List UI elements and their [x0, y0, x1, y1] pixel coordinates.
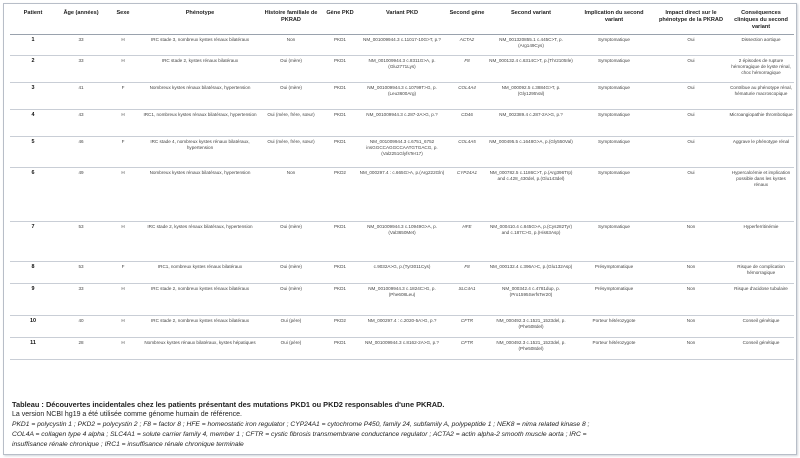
cell-gene-pkd: PKD1 — [322, 82, 358, 109]
cell-gene-pkd: PKD1 — [322, 34, 358, 55]
header-impact: Impact direct sur le phénotype de la PKRAD — [654, 8, 728, 34]
cell-age: 33 — [56, 283, 106, 315]
cell-impact: Non — [654, 337, 728, 359]
cell-second-gene: HFE — [446, 221, 488, 261]
cell-variant-pkd: NM_001009944.3 c.10799T>G, p.(Leu3600Arg) — [358, 82, 446, 109]
cell-histoire-familiale: Non — [260, 167, 322, 221]
cell-sexe: H — [106, 221, 140, 261]
abbreviations-line-3: insuffisance rénale chronique ; IRC1 = insuffisance rénale chronique terminale — [12, 441, 244, 448]
cell-sexe: H — [106, 34, 140, 55]
cell-gene-pkd: PKD2 — [322, 167, 358, 221]
cell-sexe: H — [106, 55, 140, 82]
cell-impact: Oui — [654, 136, 728, 167]
cell-consequences: 2 épisodes de rupture hémorragique de kyste rénal, choc hémorragique — [728, 55, 794, 82]
cell-variant-pkd: NM_000297.4 : c.2020-5A>G, p.? — [358, 315, 446, 337]
cell-impact: Non — [654, 261, 728, 283]
cell-age: 49 — [56, 167, 106, 221]
cell-implication: Symptomatique — [574, 55, 654, 82]
cell-gene-pkd: PKD2 — [322, 315, 358, 337]
cell-phenotype: IRC stade 2, nombreux kystes rénaux bilatéraux — [140, 315, 260, 337]
cell-second-variant: NM_002389.4 c.287-2A>G, p.? — [488, 109, 574, 136]
cell-implication: Symptomatique — [574, 221, 654, 261]
cell-sexe: H — [106, 315, 140, 337]
cell-patient: 9 — [10, 283, 56, 315]
cell-implication: Porteur hétérozygote — [574, 337, 654, 359]
cell-second-variant: NM_000092.5 c.3884G>T, p.(Gly1295Val) — [488, 82, 574, 109]
cell-age: 33 — [56, 34, 106, 55]
cell-second-variant: NM_000782.5 c.1186C>T, p.(Arg396Trp) and c.428_430del, p.(Glu143del) — [488, 167, 574, 221]
cell-age: 53 — [56, 221, 106, 261]
cell-consequences: Risque de complication hémorragique — [728, 261, 794, 283]
cell-sexe: H — [106, 337, 140, 359]
table-row — [10, 337, 794, 359]
table-row — [10, 167, 794, 221]
cell-age: 46 — [56, 136, 106, 167]
cell-variant-pkd: NM_001009944.3 c.8311G>A, p.(Glu2771Lys) — [358, 55, 446, 82]
table-row — [10, 221, 794, 261]
cell-sexe: H — [106, 109, 140, 136]
table-row — [10, 136, 794, 167]
table-caption-title: Tableau : Découvertes incidentales chez les patients présentant des mutations PKD1 ou PKD2 responsables d'une PKRAD. — [12, 400, 445, 409]
cell-variant-pkd: NM_001009944.3 c.11017-10G>T, p.? — [358, 34, 446, 55]
cell-sexe: F — [106, 261, 140, 283]
header-patient: Patient — [10, 8, 56, 34]
cell-patient: 6 — [10, 167, 56, 221]
cell-variant-pkd: NM_000297.4 : c.665G>A, p.(Arg222Gln) — [358, 167, 446, 221]
cell-consequences: Aggrave le phénotype rénal — [728, 136, 794, 167]
cell-histoire-familiale: Oui (mère) — [260, 82, 322, 109]
cell-patient: 4 — [10, 109, 56, 136]
cell-phenotype: IRC1, nombreux kystes rénaux bilatéraux, hypertension — [140, 109, 260, 136]
cell-second-variant: NM_000495.5 c.1648G>A, p.(Gly550Val) — [488, 136, 574, 167]
cell-age: 33 — [56, 55, 106, 82]
cell-consequences: Conseil génétique — [728, 337, 794, 359]
cell-consequences: Hyperferritinémie — [728, 221, 794, 261]
cell-patient: 1 — [10, 34, 56, 55]
cell-second-variant: NM_001320855.1 c.445C>T, p.(Arg149Cys) — [488, 34, 574, 55]
cell-histoire-familiale: Non — [260, 34, 322, 55]
cell-gene-pkd: PKD1 — [322, 55, 358, 82]
cell-implication: Symptomatique — [574, 136, 654, 167]
header-age: Âge (années) — [56, 8, 106, 34]
cell-phenotype: Nombreux kystes rénaux bilatéraux, kystes hépatiques — [140, 337, 260, 359]
cell-second-gene: CFTR — [446, 315, 488, 337]
header-phenotype: Phénotype — [140, 8, 260, 34]
abbreviations-line-1: PKD1 = polycystin 1 ; PKD2 = polycystin 2 ; F8 = factor 8 ; HFE = homeostatic iron regulator ; CYP24A1 = cytochrome P450, family 24, subfamily A, polypeptide 1 ; NEK8 = nima related kinase 8 ; — [12, 421, 590, 428]
cell-histoire-familiale: Oui (mère) — [260, 221, 322, 261]
cell-variant-pkd: NM_001009944.3 c.1824C>G, p.(Phe608Leu) — [358, 283, 446, 315]
cell-patient: 5 — [10, 136, 56, 167]
cell-age: 41 — [56, 82, 106, 109]
cell-age: 40 — [56, 315, 106, 337]
header-consequences: Conséquences cliniques du second variant — [728, 8, 794, 34]
cell-gene-pkd: PKD1 — [322, 221, 358, 261]
table-row — [10, 261, 794, 283]
table-body — [10, 34, 794, 359]
cell-histoire-familiale: Oui (mère, frère, sœur) — [260, 109, 322, 136]
cell-implication: Symptomatique — [574, 34, 654, 55]
cell-histoire-familiale: Oui (mère) — [260, 55, 322, 82]
cell-sexe: H — [106, 283, 140, 315]
cell-second-variant: NM_000410.4 c.845G>A, p.(Cys282Tyr) and c.187C>G, p.(His63Asp) — [488, 221, 574, 261]
cell-second-gene: CYP24A1 — [446, 167, 488, 221]
cell-sexe: F — [106, 136, 140, 167]
cell-second-gene: CFTR — [446, 337, 488, 359]
cell-patient: 10 — [10, 315, 56, 337]
cell-impact: Oui — [654, 82, 728, 109]
cell-histoire-familiale: Oui (mère) — [260, 283, 322, 315]
cell-histoire-familiale: Oui (mère) — [260, 261, 322, 283]
cell-histoire-familiale: Oui (père) — [260, 337, 322, 359]
header-implication: Implication du second variant — [574, 8, 654, 34]
header-variant-pkd: Variant PKD — [358, 8, 446, 34]
header-gene-pkd: Gène PKD — [322, 8, 358, 34]
table-row — [10, 55, 794, 82]
cell-age: 43 — [56, 109, 106, 136]
cell-second-gene: F8 — [446, 55, 488, 82]
cell-phenotype: IRC stade 2, nombreux kystes rénaux bilatéraux — [140, 283, 260, 315]
cell-variant-pkd: NM_001009944.3 c.10949G>A, p.(Val3650Met) — [358, 221, 446, 261]
cell-second-gene: F8 — [446, 261, 488, 283]
cell-histoire-familiale: Oui (mère, frère, sœur) — [260, 136, 322, 167]
cell-gene-pkd: PKD1 — [322, 283, 358, 315]
cell-phenotype: IRC1, nombreux kystes rénaux bilatéraux — [140, 261, 260, 283]
cell-consequences: Contribue au phénotype rénal, hématurie macroscopique — [728, 82, 794, 109]
cell-phenotype: IRC stade 3, nombreux kystes rénaux bilatéraux — [140, 34, 260, 55]
cell-second-variant: NM_000342.4 c.4781dup, p.(Pro1595SerfsTer20) — [488, 283, 574, 315]
cell-second-variant: NM_000492.3 c.1521_1523del, p.(Phe508del) — [488, 337, 574, 359]
table-row — [10, 109, 794, 136]
cell-variant-pkd: NM_001009944.3 c.287-2A>G, p.? — [358, 109, 446, 136]
cell-patient: 11 — [10, 337, 56, 359]
cell-gene-pkd: PKD1 — [322, 136, 358, 167]
table-row — [10, 283, 794, 315]
cell-phenotype: Nombreux kystes rénaux bilatéraux, hypertension — [140, 82, 260, 109]
cell-phenotype: IRC stade 4, nombreux kystes rénaux bilatéraux, hypertension — [140, 136, 260, 167]
cell-variant-pkd: c.9032A>G, p.(Tyr3011Cys) — [358, 261, 446, 283]
cell-consequences: Hypercalcémie et implication possible dans les kystes rénaux — [728, 167, 794, 221]
header-histoire-familiale: Histoire familiale de PKRAD — [260, 8, 322, 34]
cell-second-variant: NM_000132.4 c.396A>C, p.(Glu132Asp) — [488, 261, 574, 283]
cell-implication: Symptomatique — [574, 167, 654, 221]
cell-implication: Présymptomatique — [574, 261, 654, 283]
cell-second-gene: COL4A4 — [446, 82, 488, 109]
cell-consequences: Conseil génétique — [728, 315, 794, 337]
table-header-row — [10, 8, 794, 34]
cell-impact: Non — [654, 283, 728, 315]
cell-implication: Porteur hétérozygote — [574, 315, 654, 337]
cell-variant-pkd: NM_001009944.3 c.8162-2A>G, p.? — [358, 337, 446, 359]
cell-impact: Oui — [654, 109, 728, 136]
cell-impact: Non — [654, 315, 728, 337]
cell-consequences: Microangiopathie thrombotique — [728, 109, 794, 136]
cell-second-gene: ACTA2 — [446, 34, 488, 55]
cell-phenotype: IRC stade 2, kystes rénaux bilatéraux, hypertension — [140, 221, 260, 261]
cell-age: 53 — [56, 261, 106, 283]
header-second-variant: Second variant — [488, 8, 574, 34]
header-sexe: Sexe — [106, 8, 140, 34]
cell-second-gene: SLC4A1 — [446, 283, 488, 315]
cell-impact: Non — [654, 221, 728, 261]
cell-second-variant: NM_000492.3 c.1521_1523del, p.(Phe508del) — [488, 315, 574, 337]
cell-implication: Présymptomatique — [574, 283, 654, 315]
cell-second-gene: CD46 — [446, 109, 488, 136]
cell-implication: Symptomatique — [574, 109, 654, 136]
cell-second-variant: NM_000132.4 c.6314C>T, p.(Thr2105Ile) — [488, 55, 574, 82]
table-row — [10, 34, 794, 55]
cell-age: 28 — [56, 337, 106, 359]
table-row — [10, 82, 794, 109]
table-caption-note: La version NCBI hg19 a été utilisée comme génome humain de référence. — [12, 411, 242, 418]
cell-phenotype: Nombreux kystes rénaux bilatéraux, hypertension — [140, 167, 260, 221]
cell-impact: Oui — [654, 34, 728, 55]
cell-gene-pkd: PKD1 — [322, 261, 358, 283]
cell-sexe: H — [106, 167, 140, 221]
abbreviations-line-2: COL4A = collagen type 4 alpha ; SLC4A1 = solute carrier family 4, member 1 ; CFTR = cystic fibrosis transmembrane conductance regulator ; ACTA2 = actin alpha-2 smooth muscle aorta ; IRC = — [12, 431, 587, 438]
table-row — [10, 315, 794, 337]
cell-consequences: Risque d'acidose tubulaire — [728, 283, 794, 315]
cell-impact: Oui — [654, 55, 728, 82]
cell-patient: 8 — [10, 261, 56, 283]
cell-histoire-familiale: Oui (père) — [260, 315, 322, 337]
incidental-findings-table — [10, 8, 794, 360]
cell-impact: Oui — [654, 167, 728, 221]
cell-sexe: F — [106, 82, 140, 109]
header-second-gene: Second gène — [446, 8, 488, 34]
cell-gene-pkd: PKD1 — [322, 337, 358, 359]
cell-gene-pkd: PKD1 — [322, 109, 358, 136]
cell-variant-pkd: NM_001009944.3 c.6751_6752 insGGCCAGGCCAATGTGACG, p.(Val2251GlyfsTer17) — [358, 136, 446, 167]
cell-patient: 7 — [10, 221, 56, 261]
cell-consequences: Dissection aortique — [728, 34, 794, 55]
cell-second-gene: COL4A5 — [446, 136, 488, 167]
cell-implication: Symptomatique — [574, 82, 654, 109]
cell-patient: 3 — [10, 82, 56, 109]
cell-phenotype: IRC stade 2, kystes rénaux bilatéraux — [140, 55, 260, 82]
document-frame — [3, 3, 797, 455]
cell-patient: 2 — [10, 55, 56, 82]
